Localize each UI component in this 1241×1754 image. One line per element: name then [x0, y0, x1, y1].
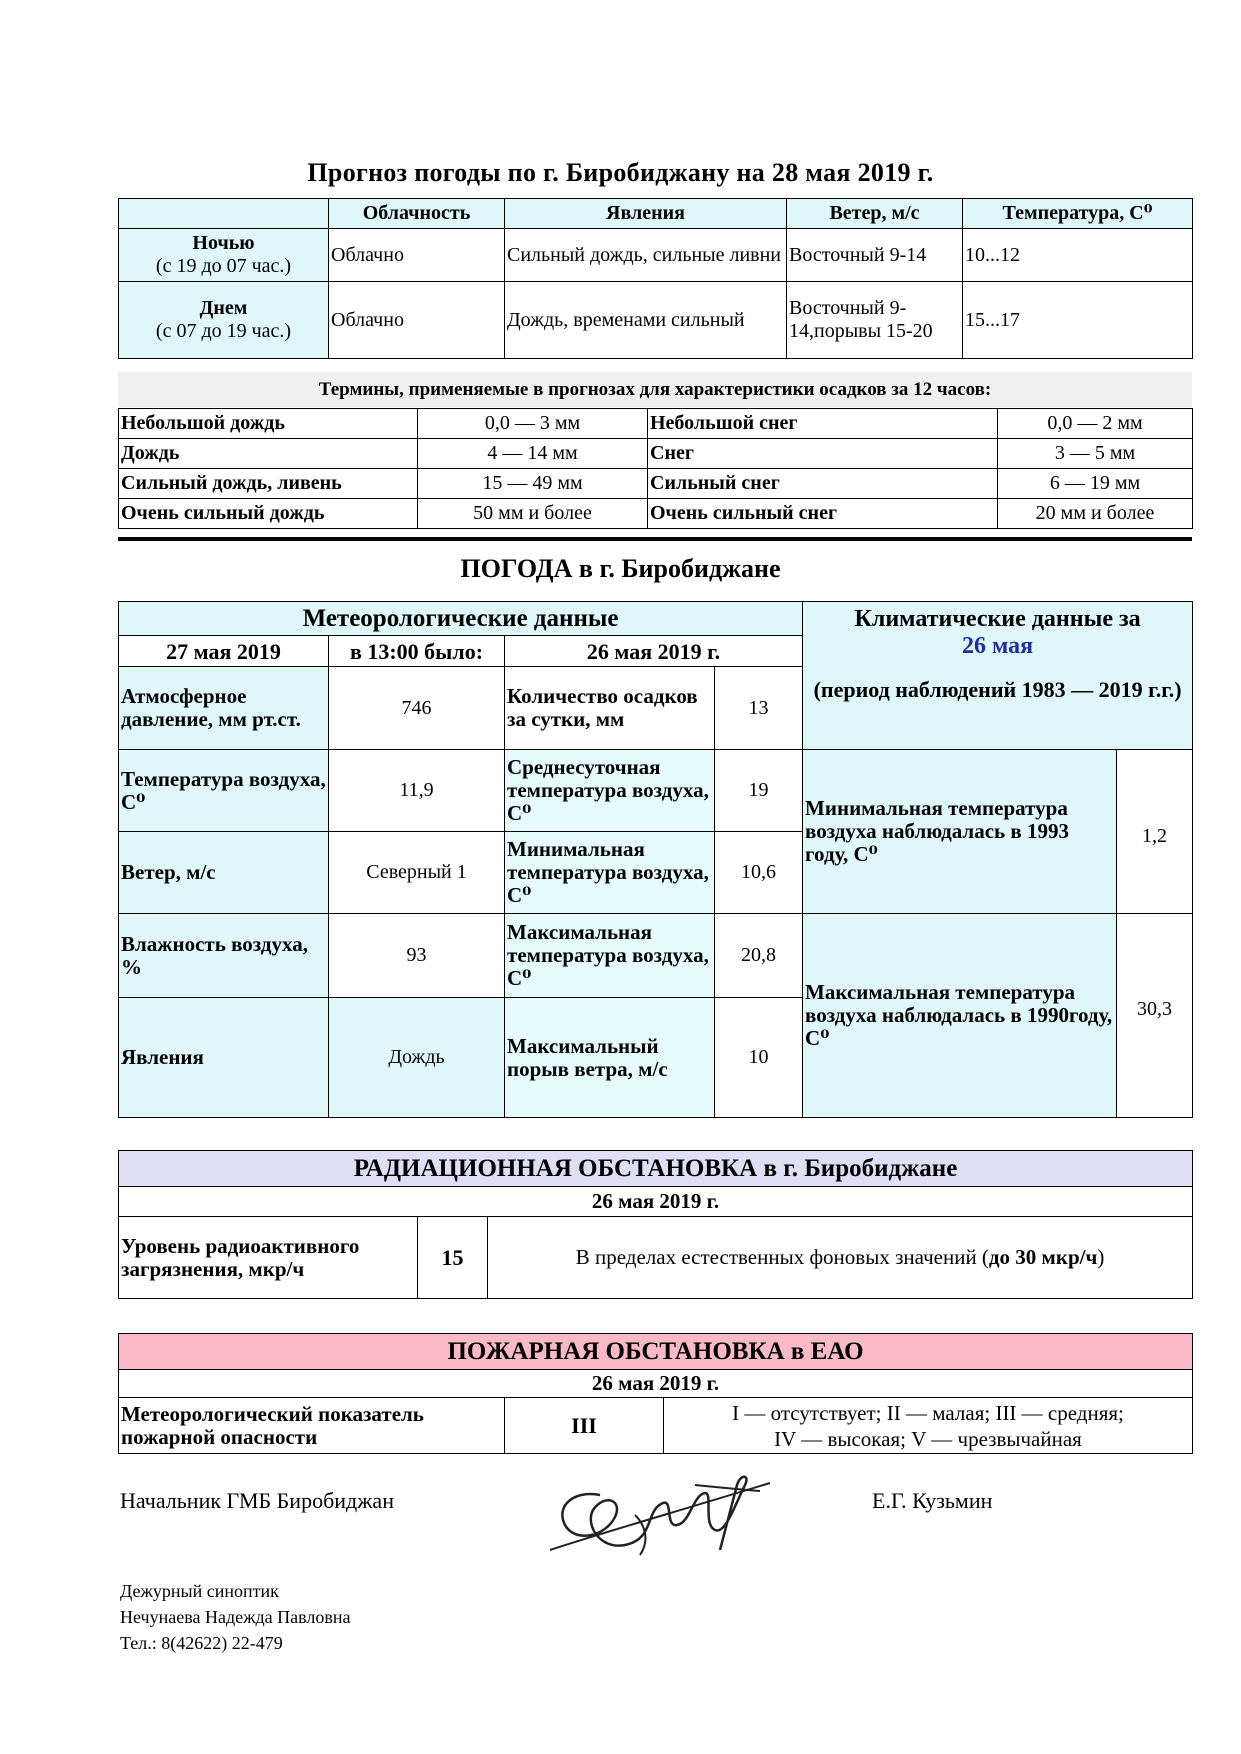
left-row-label: Температура воздуха, С⁰: [119, 750, 329, 832]
fire-label: Метеорологический показатель пожарной опасности: [119, 1398, 505, 1454]
terms-title: Термины, применяемые в прогнозах для характеристики осадков за 12 часов:: [118, 372, 1192, 407]
fire-value: III: [505, 1398, 664, 1454]
weather-title: ПОГОДА в г. Биробиджане: [460, 554, 781, 583]
time-left: в 13:00 было:: [329, 636, 505, 667]
right-row-label: Максимальный порыв ветра, м/с: [505, 998, 715, 1118]
terms-row: [119, 499, 1193, 529]
left-row-label: Атмосферное давление, мм рт.ст.: [119, 667, 329, 750]
radiation-table: [118, 1150, 1193, 1299]
terms-snow-label: Снег: [648, 439, 998, 469]
climate-row-label: Максимальная температура воздуха наблюдалась в 1990году, С⁰: [803, 914, 1117, 1118]
terms-rain-label: Очень сильный дождь: [119, 499, 418, 529]
signature-scribble-icon: [545, 1455, 775, 1565]
left-row-label: Влажность воздуха, %: [119, 914, 329, 998]
terms-rain-value: 0,0 — 3 мм: [418, 409, 648, 439]
terms-snow-value: 6 — 19 мм: [998, 469, 1193, 499]
fire-title: ПОЖАРНАЯ ОБСТАНОВКА в ЕАО: [119, 1334, 1193, 1370]
forecast-clouds: Облачно: [329, 229, 505, 282]
signature-position: Начальник ГМБ Биробиджан: [120, 1488, 394, 1513]
forecast-clouds: Облачно: [329, 282, 505, 359]
climate-header: Климатические данные за: [854, 606, 1141, 632]
radiation-value: 15: [418, 1217, 488, 1299]
radiation-title: РАДИАЦИОННАЯ ОБСТАНОВКА в г. Биробиджане: [119, 1151, 1193, 1187]
right-row-value: 19: [715, 750, 803, 832]
left-row-value: Дождь: [329, 998, 505, 1118]
terms-rain-label: Сильный дождь, ливень: [119, 469, 418, 499]
right-row-label: Среднесуточная температура воздуха, С⁰: [505, 750, 715, 832]
duty-phone: Тел.: 8(42622) 22-479: [120, 1633, 283, 1653]
left-row-label: Ветер, м/с: [119, 832, 329, 914]
right-row-value: 20,8: [715, 914, 803, 998]
forecast-phenomena: Дождь, временами сильный: [505, 282, 787, 359]
weather-table: [118, 601, 1193, 1118]
terms-row: [119, 409, 1193, 439]
forecast-header-wind: Ветер, м/с: [787, 199, 963, 229]
climate-header-cell: [803, 602, 1193, 750]
fire-scale: I — отсутствует; II — малая; III — средняя; IV — высокая; V — чрезвычайная: [664, 1398, 1193, 1454]
signature-name: Е.Г. Кузьмин: [872, 1488, 993, 1513]
forecast-period: Ночью (с 19 до 07 час.): [119, 229, 329, 282]
terms-snow-value: 0,0 — 2 мм: [998, 409, 1193, 439]
terms-snow-value: 3 — 5 мм: [998, 439, 1193, 469]
left-row-label: Явления: [119, 998, 329, 1118]
meteo-header: Метеорологические данные: [119, 602, 803, 636]
forecast-wind: Восточный 9-14: [787, 229, 963, 282]
date-left: 27 мая 2019: [119, 636, 329, 667]
right-row-label: Минимальная температура воздуха, С⁰: [505, 832, 715, 914]
left-row-value: 93: [329, 914, 505, 998]
date-right: 26 мая 2019 г.: [505, 636, 803, 667]
climate-row-label: Минимальная температура воздуха наблюдалась в 1993 году, С⁰: [803, 750, 1117, 914]
forecast-row-night: [119, 229, 1193, 282]
left-row-value: 11,9: [329, 750, 505, 832]
forecast-title: Прогноз погоды по г. Биробиджану на 28 мая 2019 г.: [307, 158, 934, 187]
duty-name: Нечунаева Надежда Павловна: [120, 1607, 351, 1627]
right-row-value: 10,6: [715, 832, 803, 914]
forecast-header-clouds: Облачность: [329, 199, 505, 229]
forecast-phenomena: Сильный дождь, сильные ливни: [505, 229, 787, 282]
forecast-temp: 10...12: [963, 229, 1193, 282]
climate-row-value: 1,2: [1117, 750, 1193, 914]
terms-snow-label: Очень сильный снег: [648, 499, 998, 529]
terms-snow-label: Небольшой снег: [648, 409, 998, 439]
climate-period: (период наблюдений 1983 — 2019 г.г.): [813, 677, 1182, 702]
terms-rain-label: Дождь: [119, 439, 418, 469]
forecast-header-phenomena: Явления: [505, 199, 787, 229]
terms-row: [119, 439, 1193, 469]
forecast-temp: 15...17: [963, 282, 1193, 359]
terms-rain-label: Небольшой дождь: [119, 409, 418, 439]
radiation-note: В пределах естественных фоновых значений (до 30 мкр/ч): [488, 1217, 1193, 1299]
terms-rain-value: 15 — 49 мм: [418, 469, 648, 499]
forecast-header-empty: [119, 199, 329, 229]
left-row-value: Северный 1: [329, 832, 505, 914]
forecast-wind: Восточный 9-14,порывы 15-20: [787, 282, 963, 359]
terms-table: [118, 408, 1193, 529]
terms-snow-value: 20 мм и более: [998, 499, 1193, 529]
terms-rain-value: 50 мм и более: [418, 499, 648, 529]
right-row-label: Максимальная температура воздуха, С⁰: [505, 914, 715, 998]
radiation-label: Уровень радиоактивного загрязнения, мкр/ч: [119, 1217, 418, 1299]
radiation-date: 26 мая 2019 г.: [119, 1187, 1193, 1217]
terms-row: [119, 469, 1193, 499]
forecast-row-day: [119, 282, 1193, 359]
forecast-period: Днем (с 07 до 19 час.): [119, 282, 329, 359]
forecast-table: [118, 198, 1193, 359]
fire-table: [118, 1333, 1193, 1454]
right-row-label: Количество осадков за сутки, мм: [505, 667, 715, 750]
duty-role: Дежурный синоптик: [120, 1581, 279, 1601]
terms-snow-label: Сильный снег: [648, 469, 998, 499]
forecast-header-temp: Температура, С⁰: [963, 199, 1193, 229]
right-row-value: 13: [715, 667, 803, 750]
right-row-value: 10: [715, 998, 803, 1118]
left-row-value: 746: [329, 667, 505, 750]
section-divider: [118, 537, 1192, 541]
fire-date: 26 мая 2019 г.: [119, 1370, 1193, 1398]
climate-row-value: 30,3: [1117, 914, 1193, 1118]
terms-rain-value: 4 — 14 мм: [418, 439, 648, 469]
climate-date: 26 мая: [961, 633, 1034, 659]
